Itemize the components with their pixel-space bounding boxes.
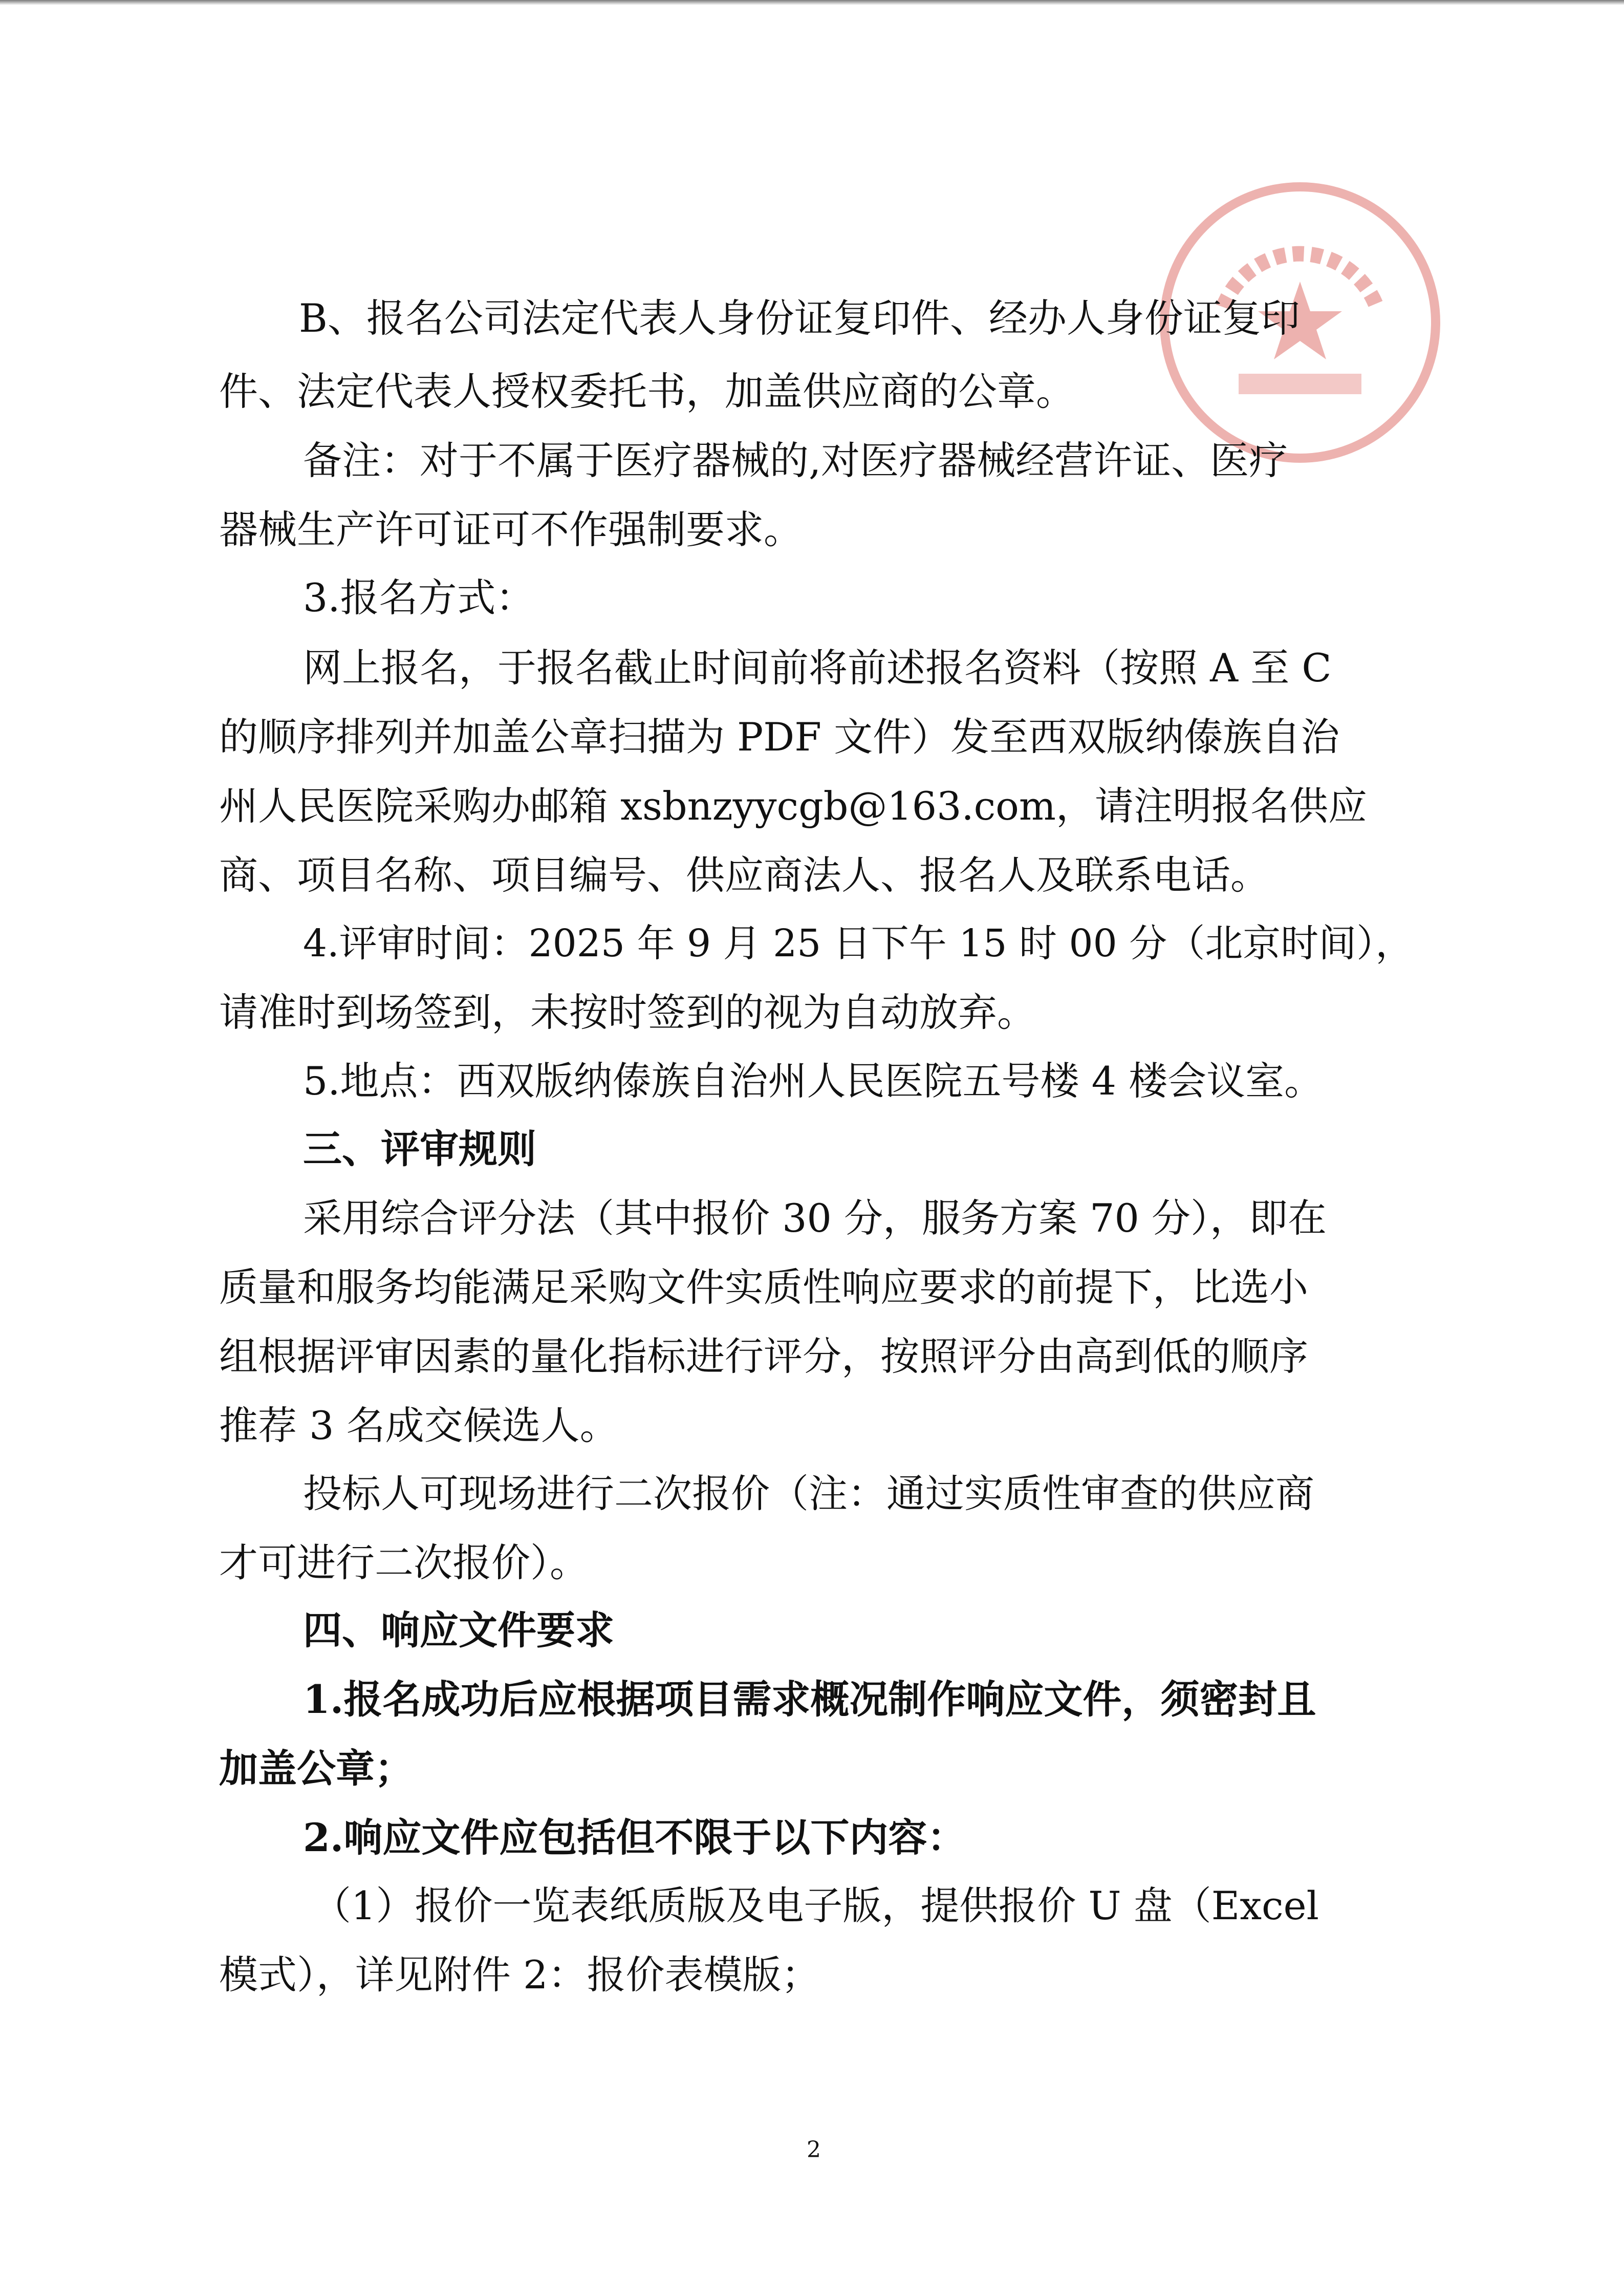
text-line: 加盖公章； <box>219 1746 414 1791</box>
text-line: 5.地点：西双版纳傣族自治州人民医院五号楼 4 楼会议室。 <box>303 1058 1324 1104</box>
text-line: 器械生产许可证可不作强制要求。 <box>219 507 803 552</box>
text-line: 投标人可现场进行二次报价（注：通过实质性审查的供应商 <box>303 1471 1314 1516</box>
text-line: 备注：对于不属于医疗器械的,对医疗器械经营许证、医疗 <box>303 438 1288 483</box>
text-line: 的顺序排列并加盖公章扫描为 PDF 文件）发至西双版纳傣族自治 <box>219 714 1340 760</box>
text-line: 商、项目名称、项目编号、供应商法人、报名人及联系电话。 <box>219 852 1269 898</box>
page-number: 2 <box>807 2137 821 2163</box>
scan-top-edge <box>0 0 1624 5</box>
text-line: 组根据评审因素的量化指标进行评分，按照评分由高到低的顺序 <box>219 1334 1308 1379</box>
text-line: 质量和服务均能满足采购文件实质性响应要求的前提下，比选小 <box>219 1264 1308 1310</box>
text-line: 模式），详见附件 2：报价表模版； <box>219 1952 820 1998</box>
text-line: 推荐 3 名成交候选人。 <box>219 1403 619 1448</box>
text-line: 才可进行二次报价）。 <box>219 1540 589 1585</box>
text-line: 网上报名，于报名截止时间前将前述报名资料（按照 A 至 C <box>303 645 1332 691</box>
text-line: B、报名公司法定代表人身份证复印件、经办人身份证复印 <box>299 295 1300 341</box>
section-heading: 四、响应文件要求 <box>303 1607 614 1653</box>
text-line: 请准时到场签到，未按时签到的视为自动放弃。 <box>219 990 1036 1035</box>
text-line: （1）报价一览表纸质版及电子版，提供报价 U 盘（Excel <box>312 1883 1319 1928</box>
section-heading: 三、评审规则 <box>303 1126 536 1172</box>
text-line: 2.响应文件应包括但不限于以下内容： <box>303 1815 966 1860</box>
text-line: 件、法定代表人授权委托书，加盖供应商的公章。 <box>219 369 1075 414</box>
text-line: 州人民医院采购办邮箱 xsbnzyycgb@163.com，请注明报名供应 <box>219 783 1368 829</box>
text-line: 3.报名方式： <box>303 575 535 620</box>
text-line: 4.评审时间：2025 年 9 月 25 日下午 15 时 00 分（北京时间）， <box>303 921 1414 965</box>
text-line: 采用综合评分法（其中报价 30 分，服务方案 70 分），即在 <box>303 1195 1327 1241</box>
text-line: 1.报名成功后应根据项目需求概况制作响应文件，须密封且 <box>303 1677 1316 1722</box>
